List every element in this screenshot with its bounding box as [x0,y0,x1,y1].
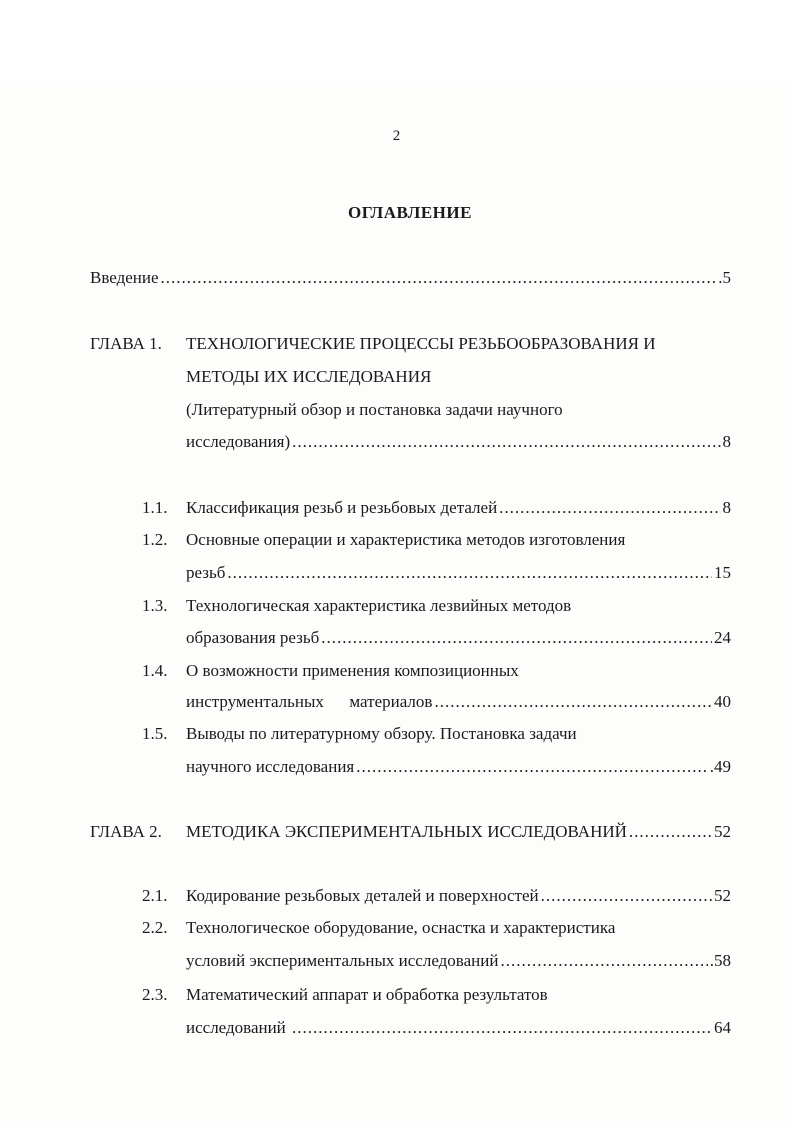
toc-entry-page: 8 [722,432,731,451]
toc-entry-label: резьб [186,563,226,582]
leader-dots [227,563,712,583]
toc-entry-page: .58 [709,951,731,970]
toc-entry-section-1-5 [186,757,731,777]
chapter-2-title [186,822,731,842]
section-number: 1.2. [142,530,168,549]
toc-title: ОГЛАВЛЕНИЕ [348,203,472,222]
chapter-1-subtitle-line-2 [186,432,731,452]
toc-entry-page: 52 [714,822,731,841]
chapter-1-title-line-1: ТЕХНОЛОГИЧЕСКИЕ ПРОЦЕССЫ РЕЗЬБООБРАЗОВАНИЯ И [186,334,656,353]
toc-entry-label: образования резьб [186,628,320,647]
leader-dots [541,886,712,906]
toc-entry-section-1-2-line-1: Основные операции и характеристика методов изготовления [186,530,626,549]
leader-dots [500,951,707,971]
toc-entry-label: Введение [90,268,159,287]
toc-entry-section-1-4 [186,692,731,712]
chapter-1-label: ГЛАВА 1. [90,334,162,353]
section-number: 2.3. [142,985,168,1004]
leader-dots [499,498,720,518]
toc-entry-section-1-3-line-1: Технологическая характеристика лезвийных методов [186,596,572,615]
toc-entry-page: 24 [714,628,731,647]
toc-entry-page: 40 [714,692,731,711]
toc-entry-section-1-5-line-1: Выводы по литературному обзору. Постановка задачи [186,724,577,743]
chapter-2-label: ГЛАВА 2. [90,822,162,841]
toc-entry-label: условий экспериментальных исследований [186,951,499,970]
toc-entry-label: научного исследования [186,757,355,776]
page-number: 2 [392,128,401,144]
toc-entry-introduction [90,268,731,288]
scan-margin [0,0,793,86]
toc-entry-label: исследования) [186,432,291,451]
section-number: 2.1. [142,886,168,905]
leader-dots [292,432,720,452]
leader-dots [434,692,712,712]
leader-dots [356,757,708,777]
toc-entry-page: 8 [722,498,731,517]
section-number: 1.1. [142,498,168,517]
toc-entry-page: .5 [718,268,731,287]
toc-entry-section-1-3 [186,628,731,648]
chapter-1-subtitle-line-1: (Литературный обзор и постановка задачи научного [186,400,563,419]
toc-entry-section-1-4-line-1: О возможности применения композиционных [186,661,519,680]
section-number: 1.4. [142,661,168,680]
toc-entry-section-2-3-line-1: Математический аппарат и обработка результатов [186,985,548,1004]
toc-entry-page: .49 [709,757,731,776]
leader-dots [292,1018,712,1038]
leader-dots [161,268,717,288]
toc-entry-label: исследований [186,1018,291,1037]
toc-entry-page: 52 [714,886,731,905]
toc-entry-section-2-3 [186,1018,731,1038]
leader-dots [321,628,712,648]
toc-entry-label: Классификация резьб и резьбовых деталей [186,498,498,517]
section-number: 2.2. [142,918,168,937]
toc-entry-label: Кодирование резьбовых деталей и поверхностей [186,886,539,905]
toc-entry-section-1-1 [186,498,731,518]
toc-entry-label: инструментальных материалов [186,692,433,711]
toc-entry-page: 64 [714,1018,731,1037]
toc-entry-section-2-2-line-1: Технологическое оборудование, оснастка и характеристика [186,918,616,937]
toc-entry-section-2-1 [186,886,731,906]
chapter-1-title-line-2: МЕТОДЫ ИХ ИССЛЕДОВАНИЯ [186,367,432,386]
leader-dots [629,822,712,842]
section-number: 1.3. [142,596,168,615]
section-number: 1.5. [142,724,168,743]
toc-entry-label: МЕТОДИКА ЭКСПЕРИМЕНТАЛЬНЫХ ИССЛЕДОВАНИЙ [186,822,627,841]
toc-entry-page: 15 [714,563,731,582]
toc-entry-section-1-2 [186,563,731,583]
toc-entry-section-2-2 [186,951,731,971]
